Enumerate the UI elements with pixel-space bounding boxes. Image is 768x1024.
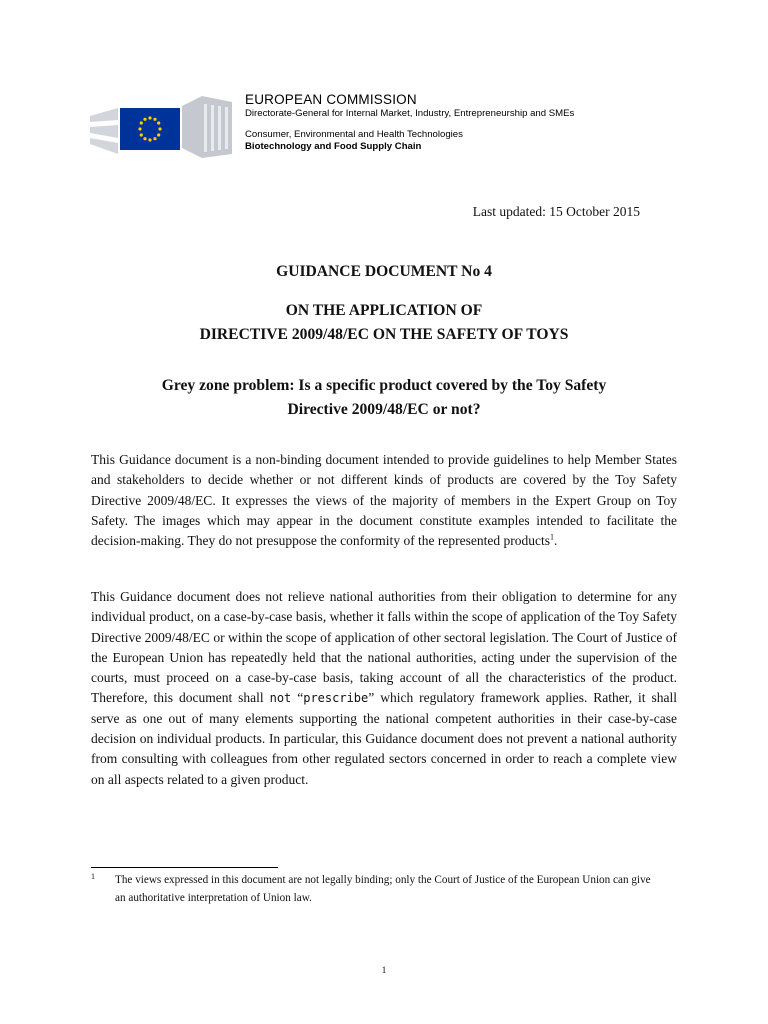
document-title: GUIDANCE DOCUMENT No 4 <box>276 263 492 280</box>
organisation-header <box>245 92 574 153</box>
footnote-number: 1 <box>91 872 95 881</box>
directorate-general: Directorate-General for Internal Market, Industry, Entrepreneurship and SMEs <box>245 108 575 119</box>
document-subject <box>0 299 768 347</box>
paragraph-1-text: This Guidance document is a non-binding document intended to provide guidelines to help Member States and stakeholders to decide whether or not different kinds of products are covered by the Toy Safety Directive 2009/48/EC. It expresses the views of the majority of members in the Expert Group on Toy Safety. The images which may appear in the document constitute examples intended to facilitate the decision-making. They do not presuppose the conformity of the represented products <box>91 452 677 549</box>
document-question <box>0 374 768 422</box>
org-name: EUROPEAN COMMISSION <box>245 92 417 107</box>
emphasis-prescribe: prescribe <box>303 691 369 706</box>
subject-line-1: ON THE APPLICATION OF <box>285 302 483 319</box>
footnote-divider <box>91 867 278 868</box>
question-line-1: Grey zone problem: Is a specific product covered by the Toy Safety <box>161 377 607 394</box>
last-updated: Last updated: 15 October 2015 <box>472 204 640 219</box>
emphasis-not: not <box>269 691 292 706</box>
page-number: 1 <box>381 966 387 976</box>
european-commission-logo <box>90 96 232 158</box>
paragraph-2: This Guidance document does not relieve national authorities from their obligation to determine for any individual product, on a case-by-case basis, whether it falls within the scope of application of the Toy Safety Directive 2009/48/EC or within the scope of application of other sectoral legislation. The Court of Justice of the European Union has repeatedly held that the national authorities, acting under the supervision of the courts, must proceed on a case-by-case basis, taking account of all the characteristics of the product. Therefore, this document shall not “prescribe” which regulatory framework applies. Rather, it shall serve as one out of many elements supporting the national competent authorities in their case-by-case decision on individual products. In particular, this Guidance document does not prevent a national authority from consulting with colleagues from other regulated sectors concerned in order to reach a complete view on all aspects related to a given product. <box>91 589 677 787</box>
question-line-2: Directive 2009/48/EC or not? <box>287 401 481 418</box>
eu-flag <box>120 108 180 150</box>
footnote-text: The views expressed in this document are not legally binding; only the Court of Justice of the European Union can give an authoritative interpretation of Union law. <box>115 874 651 904</box>
sector-name: Biotechnology and Food Supply Chain <box>245 141 422 152</box>
subject-line-2: DIRECTIVE 2009/48/EC ON THE SAFETY OF TOYS <box>199 326 569 343</box>
unit-name: Consumer, Environmental and Health Technologies <box>245 129 463 140</box>
footnote-reference[interactable]: 1 <box>550 532 555 542</box>
paragraph-1: This Guidance document is a non-binding document intended to provide guidelines to help Member States and stakeholders to decide whether or not different kinds of products are covered by the Toy Safety Directive 2009/48/EC. It expresses the views of the majority of members in the Expert Group on Toy Safety. The images which may appear in the document constitute examples intended to facilitate the decision-making. They do not presuppose the conformity of the represented products$^1$. <box>91 452 677 549</box>
